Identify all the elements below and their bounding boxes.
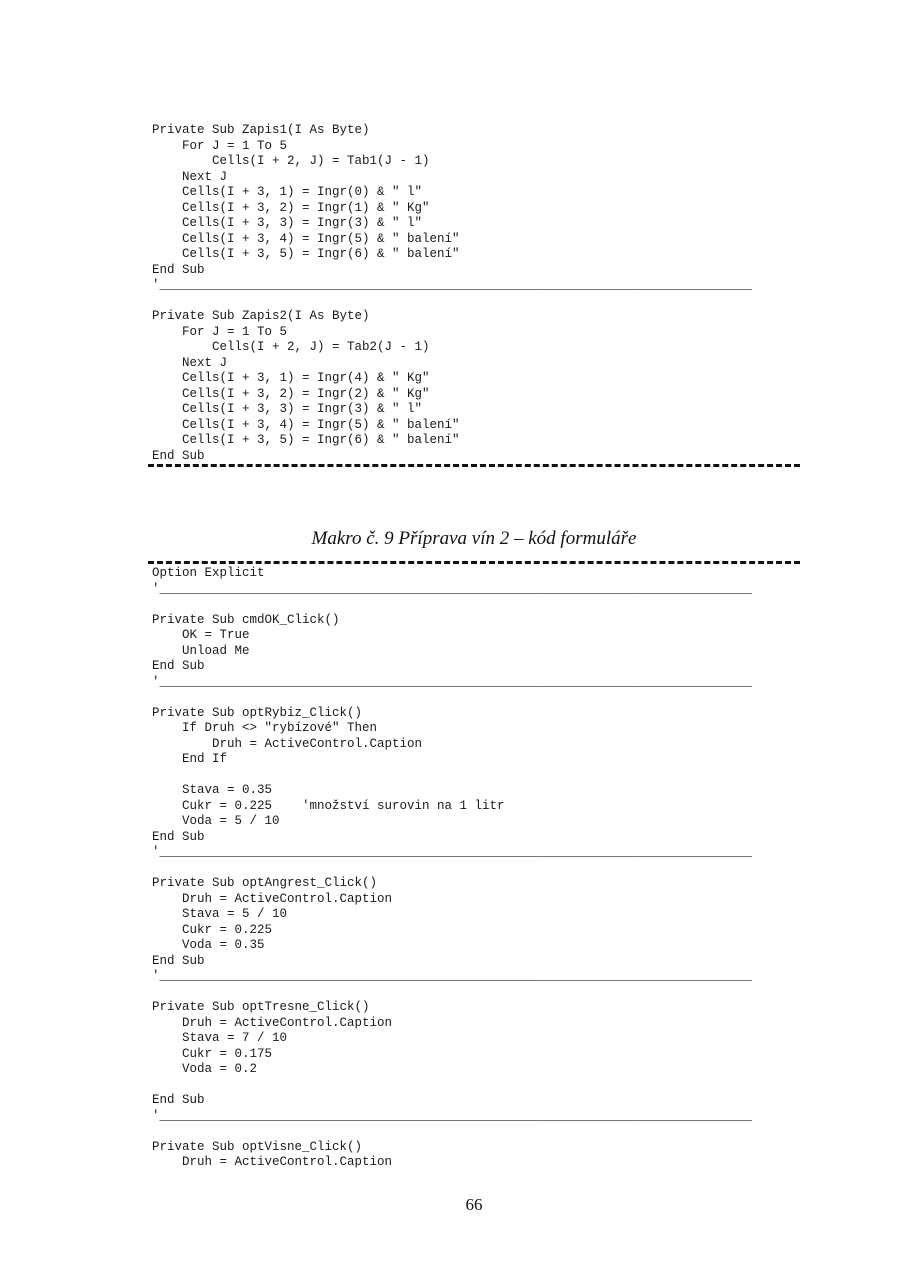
code-block-form: Option Explicit '_______________________________________________________________________________ Private Sub cmdOK_Click() OK = True Unload Me End Sub '_______________________________________________________________________________ Private Sub optRybiz_Click() If Druh <> "rybízové" Then Druh = ActiveControl.Caption End If Stava = 0.35 Cukr = 0.225 'množství surovin na 1 litr Voda = 5 / 10 End Sub '_______________________________________________________________________________ Private Sub optAngrest_Click() Druh = ActiveControl.Caption Stava = 5 / 10 Cukr = 0.225 Voda = 0.35 End Sub '_______________________________________________________________________________ Private Sub optTresne_Click() Druh = ActiveControl.Caption Stava = 7 / 10 Cukr = 0.175 Voda = 0.2 End Sub '_______________________________________________________________________________ Private Sub optVisne_Click() Druh = ActiveControl.Caption [152,566,753,1169]
page-number: 66 [465,1195,483,1214]
dashed-separator [148,561,800,564]
macro-caption: Makro č. 9 Příprava vín 2 – kód formuláře [311,528,637,549]
code-block-zapis: Private Sub Zapis1(I As Byte) For J = 1 To 5 Cells(I + 2, J) = Tab1(J - 1) Next J Cells(I + 3, 1) = Ingr(0) & " l" Cells(I + 3, 2) = Ingr(1) & " Kg" Cells(I + 3, 3) = Ingr(3) & " l" Cells(I + 3, 4) = Ingr(5) & " balení" Cells(I + 3, 5) = Ingr(6) & " balení" End Sub '_______________________________________________________________________________ Private Sub Zapis2(I As Byte) For J = 1 To 5 Cells(I + 2, J) = Tab2(J - 1) Next J Cells(I + 3, 1) = Ingr(4) & " Kg" Cells(I + 3, 2) = Ingr(2) & " Kg" Cells(I + 3, 3) = Ingr(3) & " l" Cells(I + 3, 4) = Ingr(5) & " balení" Cells(I + 3, 5) = Ingr(6) & " balení" End Sub [152,123,753,463]
dashed-separator [148,464,800,467]
